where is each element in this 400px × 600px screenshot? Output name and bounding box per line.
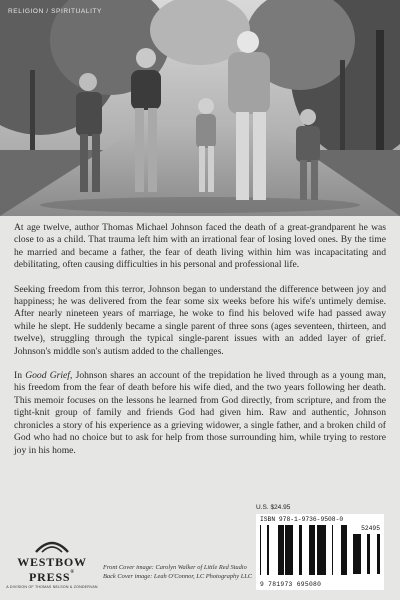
barcode-box xyxy=(256,514,384,590)
genre-label: RELIGION / SPIRITUALITY xyxy=(8,8,102,15)
blurb-paragraph-2: Seeking freedom from this terror, Johnson began to understand the difference between joy and happiness; he was delivered from the fear some six weeks before his wife's untimely demise. After nearly nineteen years of marriage, he woke to find his beloved wife had passed away while he slept. He suddenly became a single parent of three sons (ages seventeen, thirteen, and twelve), struggling through the typical single-parent issues with an added layer of grief. Johnson's middle son's autism added to the challenges. xyxy=(14,283,386,357)
back-cover-credit: Back Cover image: Leah O'Connor, LC Photography LLC xyxy=(103,572,253,580)
back-cover-blurb xyxy=(14,222,386,469)
ean-digits-text: 9 781973 695080 xyxy=(260,581,322,588)
price-label: U.S. $24.95 xyxy=(256,504,291,511)
isbn-text: ISBN 978-1-9736-9508-0 xyxy=(260,516,344,523)
blurb-paragraph-3 xyxy=(14,370,386,457)
ean-barcode xyxy=(260,525,348,575)
publisher-name xyxy=(6,555,98,585)
image-credits xyxy=(103,564,253,581)
blurb-paragraph-3-lead: In xyxy=(14,370,26,382)
blurb-paragraph-3-rest: , Johnson shares an account of the trepidation he lived through as a young man, his freedom from the fear of death before his wife died, and the two years following her death. This memoir focuses on the lessons he learned from God directly, from scripture, and from the tight-knit group of family and friends God had given him. Raw and authentic, Johnson chronicles a story of his experience as a grieving widower, a single father, and a broken child of God who had no choice but to ask for help from those surrounding him, while trying to restore joy in his home. xyxy=(14,370,387,456)
publisher-division: A DIVISION OF THOMAS NELSON & ZONDERVAN xyxy=(6,585,98,589)
book-title-mention: Good Grief xyxy=(25,370,70,382)
price-code-text: 52495 xyxy=(361,525,380,532)
blurb-paragraph-1: At age twelve, author Thomas Michael Johnson faced the death of a great-grandparent he was close to as a child. That trauma left him with an irrational fear of losing loved ones. By the time he married and became a father, the fear of death living within him was incapacitating and debilitating, often causing difficulties in his personal and professional life. xyxy=(14,222,386,271)
family-walking-photo xyxy=(0,0,400,216)
publisher-logo-block xyxy=(6,536,98,589)
price-addon-barcode xyxy=(352,534,380,574)
barcode-area xyxy=(256,504,388,590)
cover-photo xyxy=(0,0,400,216)
publisher-trademark: ® xyxy=(70,570,75,575)
front-cover-credit: Front Cover image: Carolyn Walker of Little Red Studio xyxy=(103,564,247,571)
westbow-logo-icon xyxy=(32,536,72,554)
publisher-name-text: WESTBOW PRESS xyxy=(17,555,87,584)
